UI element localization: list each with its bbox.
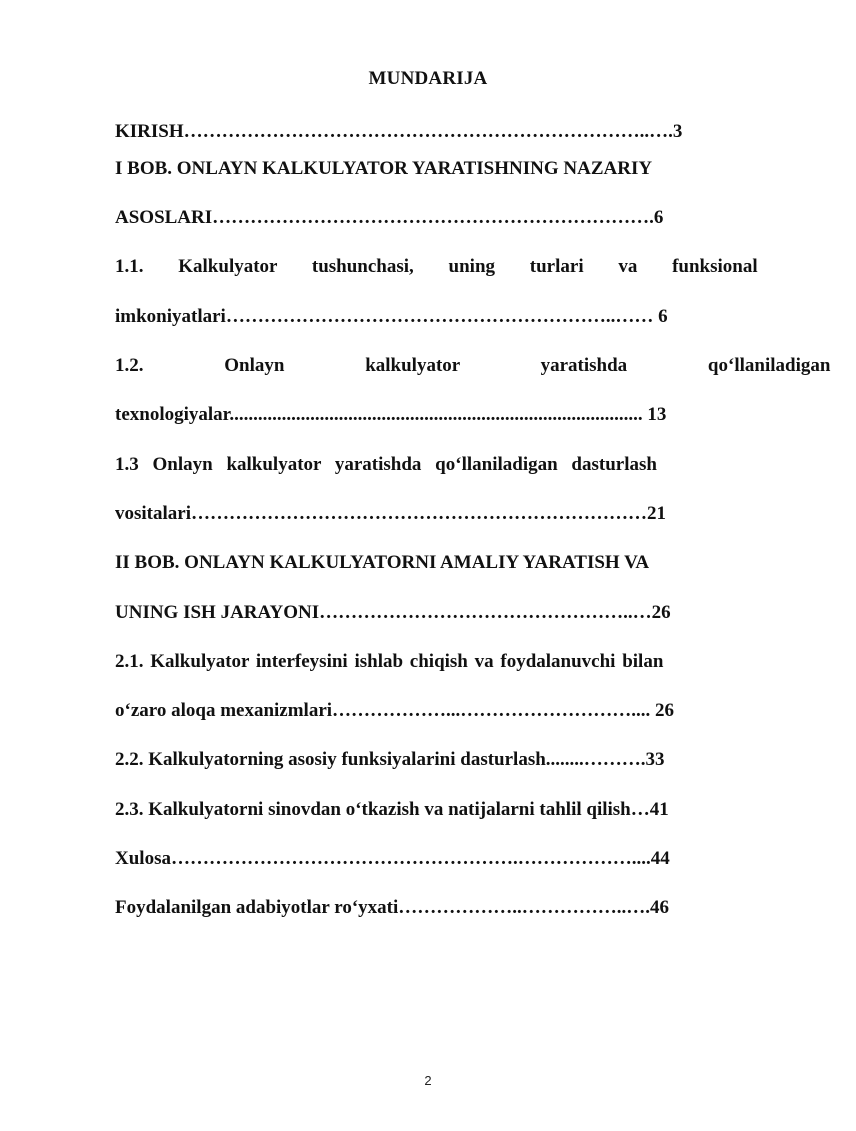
toc-entry-adabiyotlar: Foydalanilgan adabiyotlar ro‘yxati………………..……………..….46 (115, 897, 670, 918)
toc-entry-2-1-line2: o‘zaro aloqa mexanizmlari………………...……………………….... 26 (115, 700, 675, 721)
toc-entry-xulosa: Xulosa……………………………………………….………………....44 (115, 848, 670, 869)
toc-entry-1-2-line1: 1.2. Onlayn kalkulyator yaratishda qo‘llaniladigan (115, 355, 831, 376)
page-number: 2 (424, 1073, 432, 1088)
toc-entry-kirish: KIRISH………………………………………………………………..….3 (115, 121, 683, 142)
toc-entry-1-3-line2: vositalari………………………………………………………………21 (115, 503, 666, 524)
toc-entry-bob2-line2: UNING ISH JARAYONI…………………………………………..…26 (115, 602, 671, 623)
toc-entry-bob2-line1: II BOB. ONLAYN KALKULYATORNI AMALIY YARATISH VA (115, 552, 650, 573)
toc-entry-2-1-line1: 2.1. Kalkulyator interfeysini ishlab chiqish va foydalanuvchi bilan (115, 651, 664, 672)
toc-entry-1-1-line1: 1.1. Kalkulyator tushunchasi, uning turlari va funksional (115, 256, 758, 277)
toc-entry-1-3-line1: 1.3 Onlayn kalkulyator yaratishda qo‘llaniladigan dasturlash (115, 454, 657, 475)
toc-entry-1-1-line2: imkoniyatlari……………………………………………………..…… 6 (115, 306, 668, 327)
toc-entry-1-2-line2: texnologiyalar....................................................................................... 13 (115, 404, 667, 425)
toc-entry-bob1-line1: I BOB. ONLAYN KALKULYATOR YARATISHNING NAZARIY (115, 158, 653, 179)
toc-entry-bob1-line2: ASOSLARI…………………………………………………………….6 (115, 207, 664, 228)
toc-entry-2-3: 2.3. Kalkulyatorni sinovdan o‘tkazish va natijalarni tahlil qilish…41 (115, 799, 669, 820)
toc-entry-2-2: 2.2. Kalkulyatorning asosiy funksiyalarini dasturlash........……….33 (115, 749, 665, 770)
page-title: MUNDARIJA (368, 68, 488, 89)
